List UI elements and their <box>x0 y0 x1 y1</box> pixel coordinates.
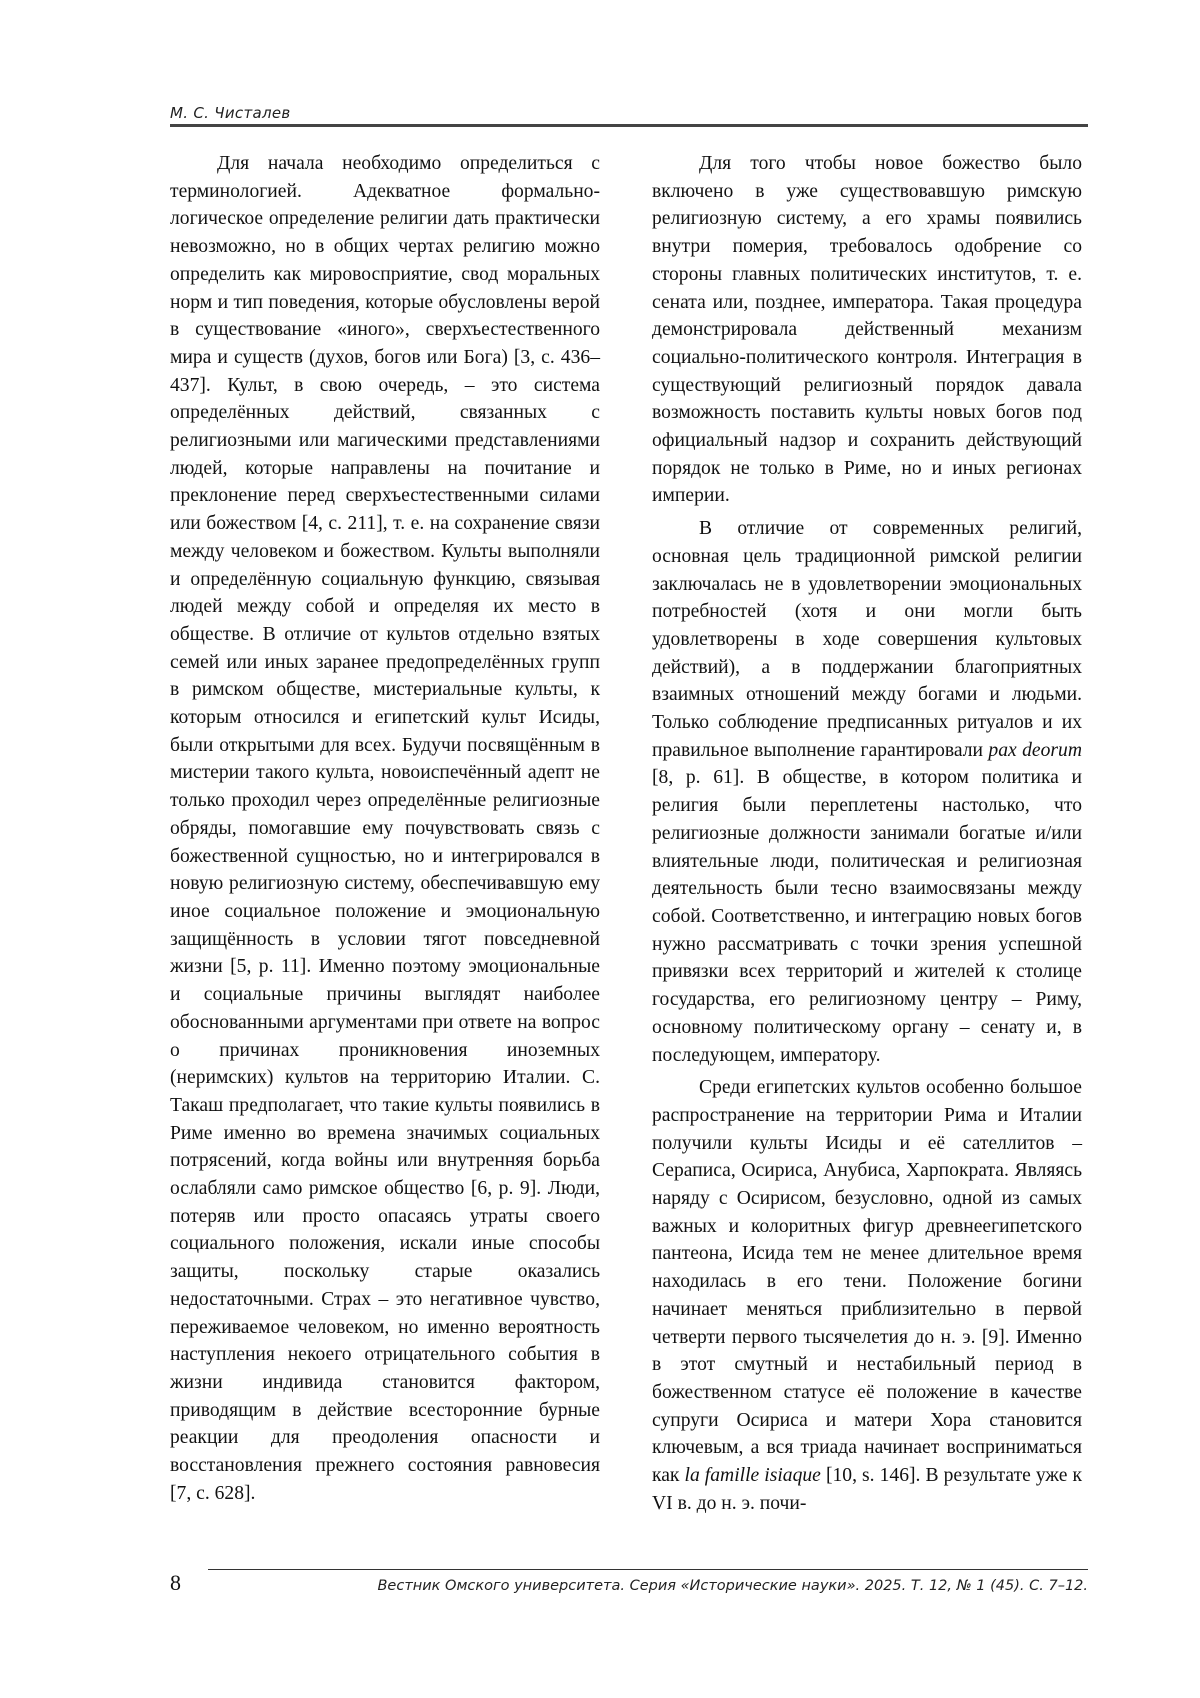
right-paragraph-3-text-a: Среди египетских культов особенно большое распространение на территории Рима и Италии получили культы Исиды и её сателлитов – Сераписа, Осириса, Анубиса, Харпократа. Являясь наряду с Осирисом, безусловно, одной из самых важных и колоритных фигур древнеегипетского пантеона, Исида тем не менее длительное время находилась в его тени. Положение богини начинает меняться приблизительно в первой четверти первого тысячелетия до н. э. [9]. Именно в этот смутный и нестабильный период в божественном статусе её положение в качестве супруги Осириса и матери Хора становится ключевым, а вся триада начинает восприниматься как <box>652 1077 1082 1487</box>
latin-term-pax-deorum: pax deorum <box>988 739 1082 761</box>
right-paragraph-3 <box>652 1074 1082 1517</box>
left-paragraph-1: Для начала необходимо определиться с терминологией. Адекватное формально-логическое определение религии дать практически невозможно, но в общих чертах религию можно определить как мировосприятие, свод моральных норм и тип поведения, которые обусловлены верой в существование «иного», сверхъестественного мира и существ (духов, богов или Бога) [3, с. 436–437]. Культ, в свою очередь, – это система определённых действий, связанных с религиозными или магическими представлениями людей, которые направлены на почитание и преклонение перед сверхъестественными силами или божеством [4, с. 211], т. е. на сохранение связи между человеком и божеством. Культы выполняли и определённую социальную функцию, связывая людей между собой и определяя их место в обществе. В отличие от культов отдельно взятых семей или иных заранее предопределённых групп в римском обществе, мистериальные культы, к которым относился и египетский культ Исиды, были открытыми для всех. Будучи посвящённым в мистерии такого культа, новоиспечённый адепт не только проходил через определённые религиозные обряды, помогавшие ему почувствовать связь с божественной сущностью, но и интегрировался в новую религиозную систему, обеспечивавшую ему иное социальное положение и эмоциональную защищённость в условии тягот повседневной жизни [5, p. 11]. Именно поэтому эмоциональные и социальные причины выглядят наиболее обоснованными аргументами при ответе на вопрос о причинах проникновения иноземных (неримских) культов на территорию Италии. С. Такаш предполагает, что такие культы появились в Риме именно во времена значимых социальных потрясений, когда войны или внутренняя борьба ослабляли само римское общество [6, p. 9]. Люди, потеряв или просто опасаясь утраты своего социального положения, искали иные способы защиты, поскольку старые оказались недостаточными. Страх – это негативное чувство, переживаемое человеком, но именно вероятность наступления некоего отрицательного события в жизни индивида становится фактором, приводящим в действие всесторонние бурные реакции для преодоления опасности и восстановления прежнего состояния равновесия [7, с. 628]. <box>170 153 600 1504</box>
left-column <box>170 150 600 1512</box>
right-paragraph-2-text-b: [8, p. 61]. В обществе, в котором политика и религия были переплетены настолько, что религиозные должности занимали богатые и/или влиятельные люди, политическая и религиозная деятельность были тесно взаимосвязаны между собой. Соответственно, и интеграцию новых богов нужно рассматривать с точки зрения успешной привязки всех территорий и жителей к столице государства, его религиозному центру – Риму, основному политическому органу – сенату и, в последующем, императору. <box>652 767 1082 1066</box>
running-head-author: М. С. Чисталев <box>170 104 291 122</box>
french-term-famille-isiaque: la famille isiaque <box>684 1465 821 1487</box>
right-column <box>652 150 1082 1522</box>
page-number: 8 <box>170 1570 181 1595</box>
right-paragraph-2-text-a: В отличие от современных религий, основная цель традиционной римской религии заключалась не в удовлетворении эмоциональных потребностей (хотя и они могли быть удовлетворены в ходе совершения культовых действий), а в поддержании благоприятных взаимных отношений между богами и людьми. Только соблюдение предписанных ритуалов и их правильное выполнение гарантировали <box>652 518 1082 761</box>
footer-divider <box>208 1569 1088 1570</box>
journal-citation: Вестник Омского университета. Серия «Исторические науки». 2025. Т. 12, № 1 (45). С. 7–12. <box>377 1578 1088 1594</box>
right-paragraph-1: Для того чтобы новое божество было включено в уже существовавшую римскую религиозную систему, а его храмы появились внутри померия, требовалось одобрение со стороны главных политических институтов, т. е. сената или, позднее, императора. Такая процедура демонстрировала действенный механизм социально-политического контроля. Интеграция в существующий религиозный порядок давала возможность поставить культы новых богов под официальный надзор и сохранить действующий порядок не только в Риме, но и иных регионах империи. <box>652 153 1082 507</box>
header-divider <box>170 124 1088 127</box>
right-paragraph-2 <box>652 515 1082 1069</box>
right-paragraph-3-text-b: [10, s. 146]. В результате уже к VI в. до н. э. почи- <box>652 1465 1082 1514</box>
